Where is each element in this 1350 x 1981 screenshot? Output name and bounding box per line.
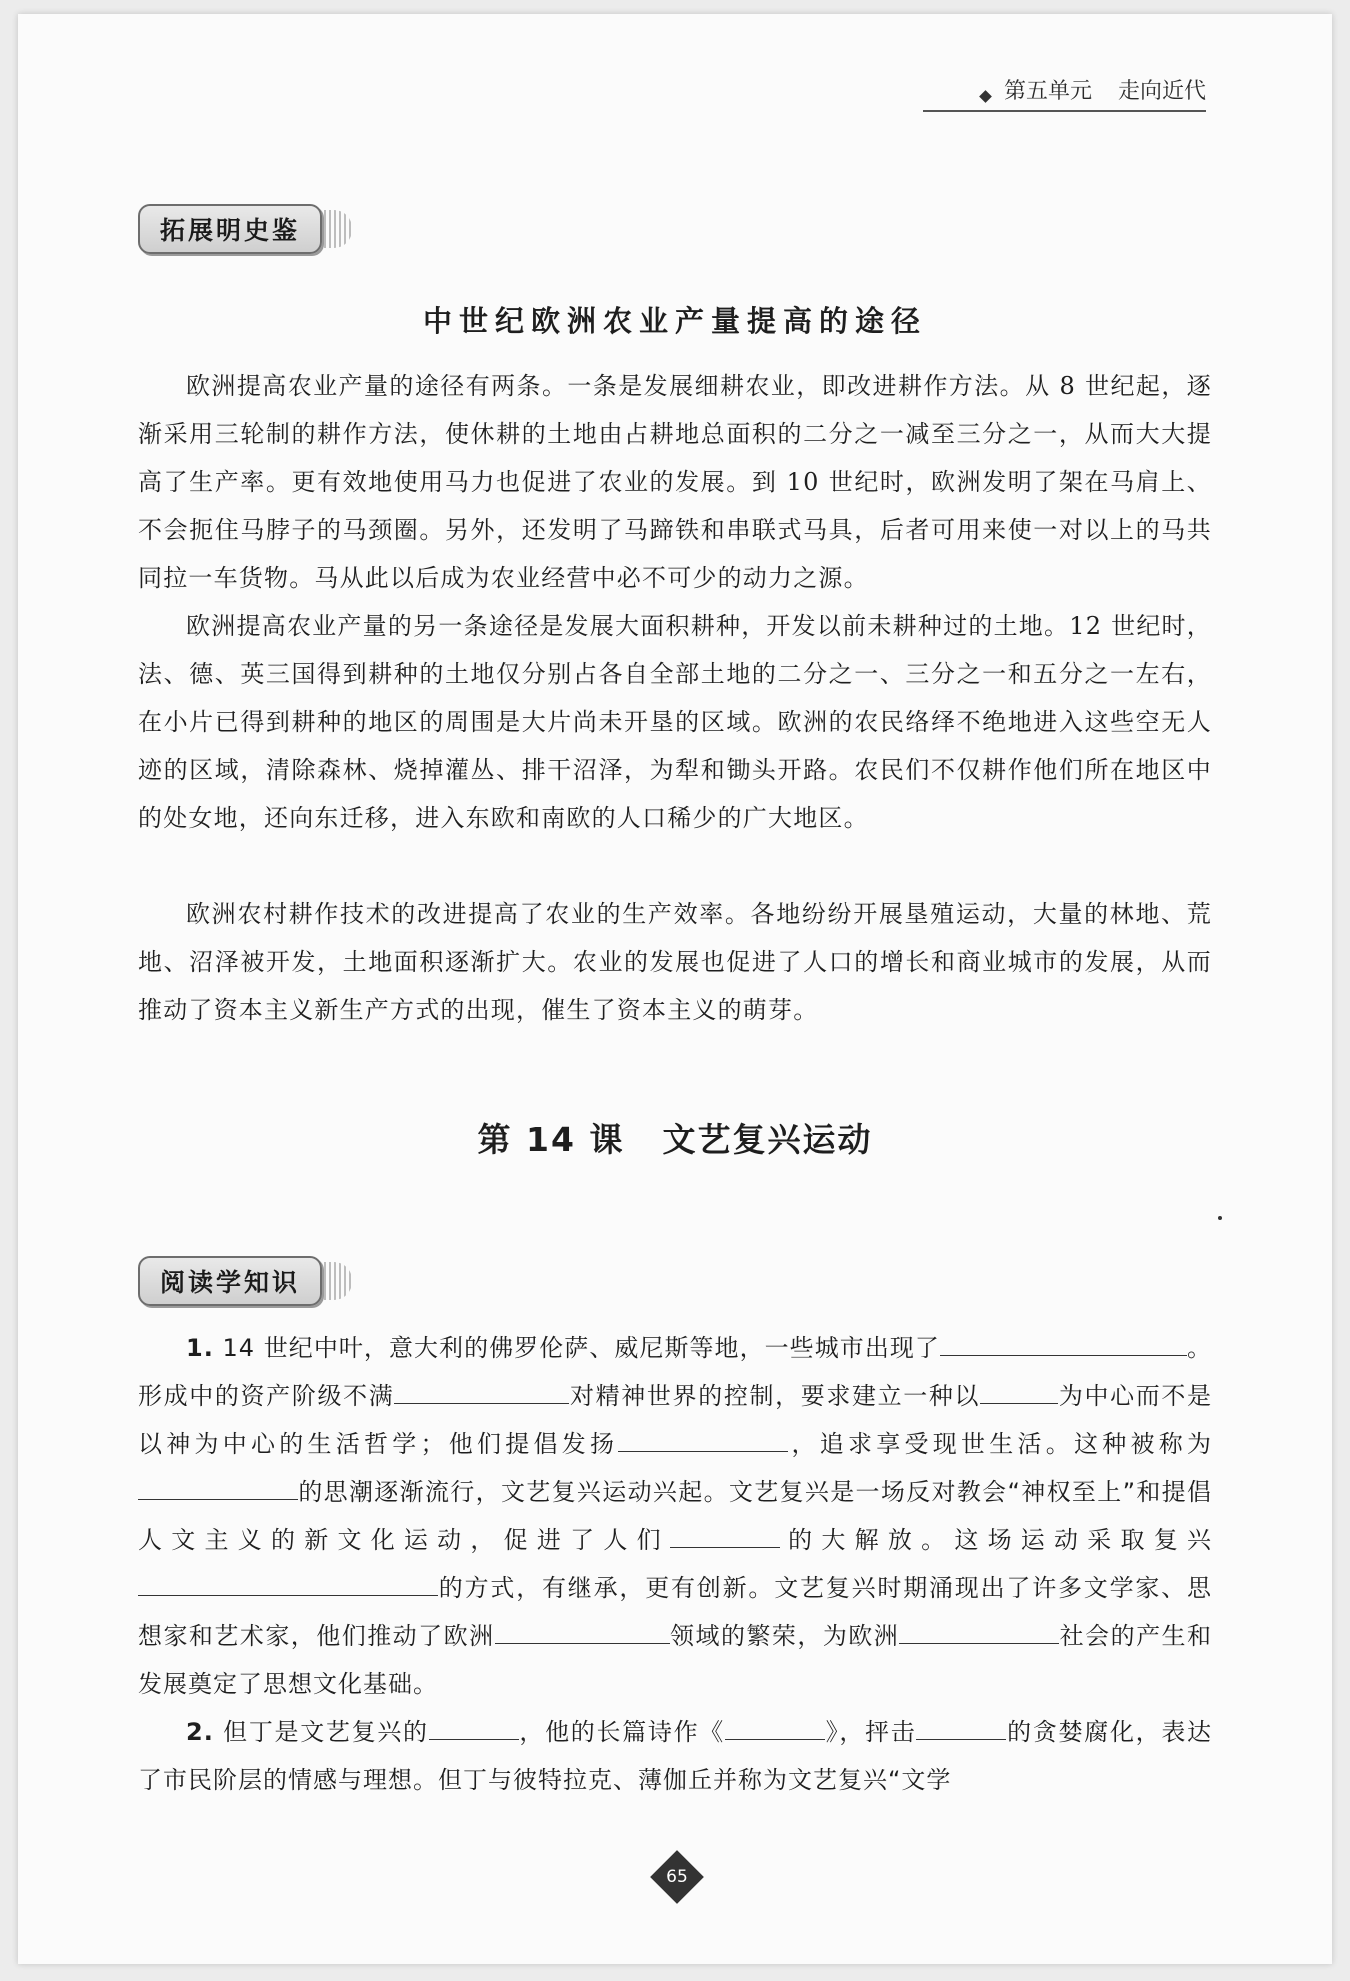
diamond-bullet-icon xyxy=(979,90,992,103)
question-text: 的贪婪腐化，表达了市民阶层的情感与理想。但丁与彼特拉克、薄伽丘并称为文艺复兴“文学 xyxy=(138,1718,1213,1794)
header-title: 走向近代 xyxy=(1117,79,1206,104)
answer-blank[interactable] xyxy=(429,1713,519,1740)
question-2 xyxy=(138,1708,1212,1804)
reading-tag-label: 阅读学知识 xyxy=(138,1256,322,1306)
answer-blank[interactable] xyxy=(916,1713,1006,1740)
answer-blank[interactable] xyxy=(940,1329,1135,1356)
answer-blank[interactable] xyxy=(670,1521,780,1548)
question-text: 的思潮逐渐流行，文艺复兴运动兴起。文艺复兴是一场反对教会“神权至上”和提倡人文主义的新文化运动，促进了人们 xyxy=(138,1478,1212,1554)
article-title: 中世纪欧洲农业产量提高的途径 xyxy=(422,304,927,338)
article-paragraph-1: 欧洲提高农业产量的途径有两条。一条是发展细耕农业，即改进耕作方法。从 8 世纪起，逐渐采用三轮制的耕作方法，使休耕的土地由占耕地总面积的二分之一减至三分之一，从而大大提高了生产率。更有效地使用马力也促进了农业的发展。到 10 世纪时，欧洲发明了架在马肩上、不会扼住马脖子的马颈圈。另外，还发明了马蹄铁和串联式马具，后者可用来使一对以上的马共同拉一车货物。马从此以后成为农业经营中必不可少的动力之源。 xyxy=(138,372,1212,592)
header-unit: 第五单元 xyxy=(1003,79,1092,104)
answer-blank[interactable] xyxy=(899,1617,1059,1644)
lesson-name: 文艺复兴运动 xyxy=(662,1120,873,1159)
lesson-title xyxy=(18,1114,1332,1161)
answer-blank[interactable] xyxy=(725,1713,825,1740)
article-paragraph-3: 欧洲农村耕作技术的改进提高了农业的生产效率。各地纷纷开展垦殖运动，大量的林地、荒地、沼泽被开发，土地面积逐渐扩大。农业的发展也促进了人口的增长和商业城市的发展，从而推动了资本主义新生产方式的出现，催生了资本主义的萌芽。 xyxy=(138,900,1212,1024)
tag-tail-decoration xyxy=(324,1262,352,1300)
question-text: 对精神世界的控制，要求建立一种以 xyxy=(569,1382,981,1410)
answer-blank[interactable] xyxy=(394,1377,569,1404)
question-number: 2. xyxy=(186,1718,214,1746)
tag-tail-decoration xyxy=(324,210,352,248)
question-text: 。形成中的资产阶级不满 xyxy=(138,1334,1212,1410)
answer-blank[interactable] xyxy=(618,1425,788,1452)
question-number: 1. xyxy=(186,1334,214,1362)
article-paragraph-2: 欧洲提高农业产量的另一条途径是发展大面积耕种，开发以前未耕种过的土地。12 世纪时，法、德、英三国得到耕种的土地仅分别占各自全部土地的二分之一、三分之一和五分之一左右，在小片已得到耕种的地区的周围是大片尚未开垦的区域。欧洲的农民络绎不绝地进入这些空无人迹的区域，清除森林、烧掉灌丛、排干沼泽，为犁和锄头开路。农民们不仅耕作他们所在地区中的处女地，还向东迁移，进入东欧和南欧的人口稀少的广大地区。 xyxy=(138,612,1212,832)
question-text: 领域的繁荣，为欧洲 xyxy=(669,1622,900,1650)
question-text: 》，抨击 xyxy=(824,1718,917,1746)
answer-blank[interactable] xyxy=(138,1473,298,1500)
question-text: 的方式，有继承，更有创新。文艺复兴时期涌现出了许多文学家、思想家和艺术家，他们推动了欧洲 xyxy=(138,1574,1212,1650)
question-text: ，追求享受现世生活。这种被称为 xyxy=(788,1430,1212,1458)
question-1 xyxy=(138,1324,1212,1708)
answer-blank[interactable] xyxy=(495,1617,670,1644)
extension-tag-label: 拓展明史鉴 xyxy=(138,204,322,254)
answer-blank[interactable] xyxy=(980,1377,1058,1404)
answer-blank[interactable] xyxy=(138,1569,438,1596)
question-text: 14 世纪中叶，意大利的佛罗伦萨、威尼斯等地，一些城市出现了 xyxy=(222,1334,940,1362)
question-text: ，他的长篇诗作《 xyxy=(518,1718,725,1746)
running-header xyxy=(981,74,1206,105)
extension-section-tag xyxy=(138,204,352,254)
question-text: 为中心而不是以神为中心的生活哲学；他们提倡发扬 xyxy=(138,1382,1213,1458)
page-number-badge xyxy=(650,1850,704,1904)
question-text: 的大解放。这场运动采取复兴 xyxy=(779,1526,1213,1554)
header-rule xyxy=(923,110,1206,112)
lesson-number: 第 14 课 xyxy=(477,1120,625,1159)
page-number: 65 xyxy=(666,1867,688,1887)
reading-section-tag xyxy=(138,1256,352,1306)
question-text: 但丁是文艺复兴的 xyxy=(223,1718,429,1746)
stray-dot xyxy=(1218,1216,1222,1220)
textbook-page xyxy=(18,14,1332,1964)
answer-blank[interactable] xyxy=(1135,1329,1187,1356)
question-text: 社会的产生和发展奠定了思想文化基础。 xyxy=(138,1622,1213,1698)
